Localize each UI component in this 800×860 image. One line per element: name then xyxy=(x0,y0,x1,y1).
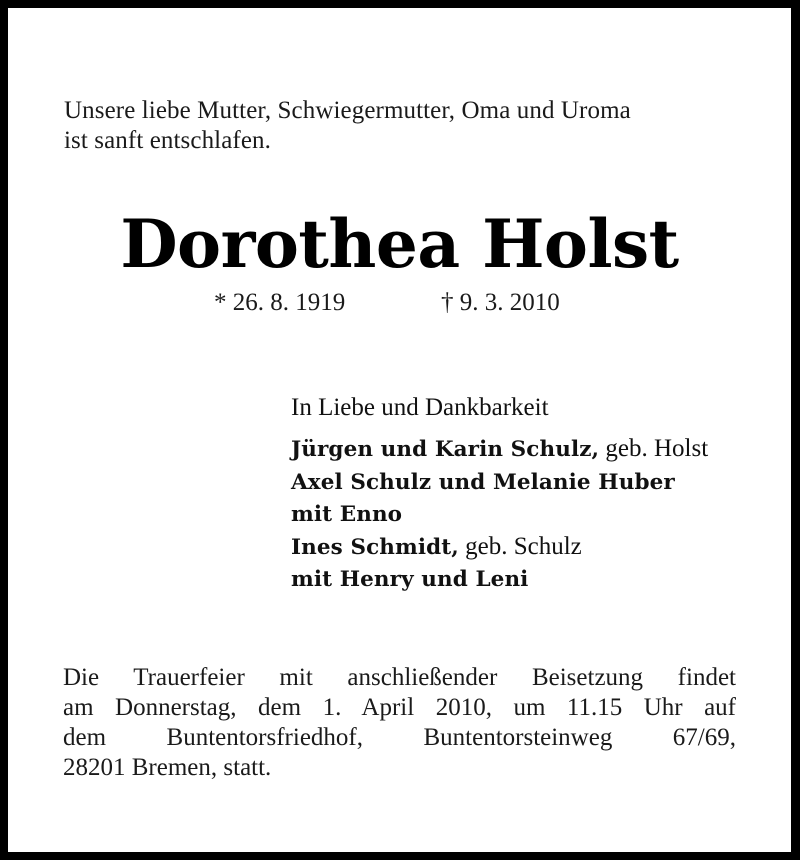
mourner-line xyxy=(291,433,771,466)
mourners-block xyxy=(291,393,771,596)
intro-line-2: ist sanft entschlafen. xyxy=(64,127,271,154)
mourner-name: Axel Schulz und Melanie Huber xyxy=(291,469,675,495)
service-line-1: Die Trauerfeier mit anschließender Beisetzung findet xyxy=(63,664,736,691)
service-line-2: am Donnerstag, dem 1. April 2010, um 11.15 Uhr auf xyxy=(63,694,736,721)
mourner-name: mit Enno xyxy=(291,502,403,527)
mourner-note: geb. Holst xyxy=(599,435,709,462)
service-line-3: dem Buntentorsfriedhof, Buntentorsteinweg 67/69, xyxy=(63,724,736,751)
intro-line-1: Unsere liebe Mutter, Schwiegermutter, Oma und Uroma xyxy=(64,97,631,124)
obituary-notice xyxy=(8,8,791,852)
intro-text xyxy=(64,96,754,156)
mourner-line xyxy=(291,531,771,564)
mourner-name: mit Henry und Leni xyxy=(291,567,529,592)
mourner-line xyxy=(291,563,771,596)
mourner-name: Ines Schmidt, xyxy=(291,534,459,560)
death-date: † 9. 3. 2010 xyxy=(441,289,560,316)
mourner-name: Jürgen und Karin Schulz, xyxy=(291,437,600,462)
birth-date: * 26. 8. 1919 xyxy=(214,289,346,316)
mourners-greeting: In Liebe und Dankbarkeit xyxy=(291,394,549,421)
mourner-note: geb. Schulz xyxy=(458,532,582,560)
mourner-line xyxy=(291,498,771,531)
service-line-4: 28201 Bremen, statt. xyxy=(63,754,272,781)
funeral-service-info xyxy=(63,663,736,783)
deceased-name: Dorothea Holst xyxy=(120,205,679,283)
mourner-line xyxy=(291,466,771,499)
